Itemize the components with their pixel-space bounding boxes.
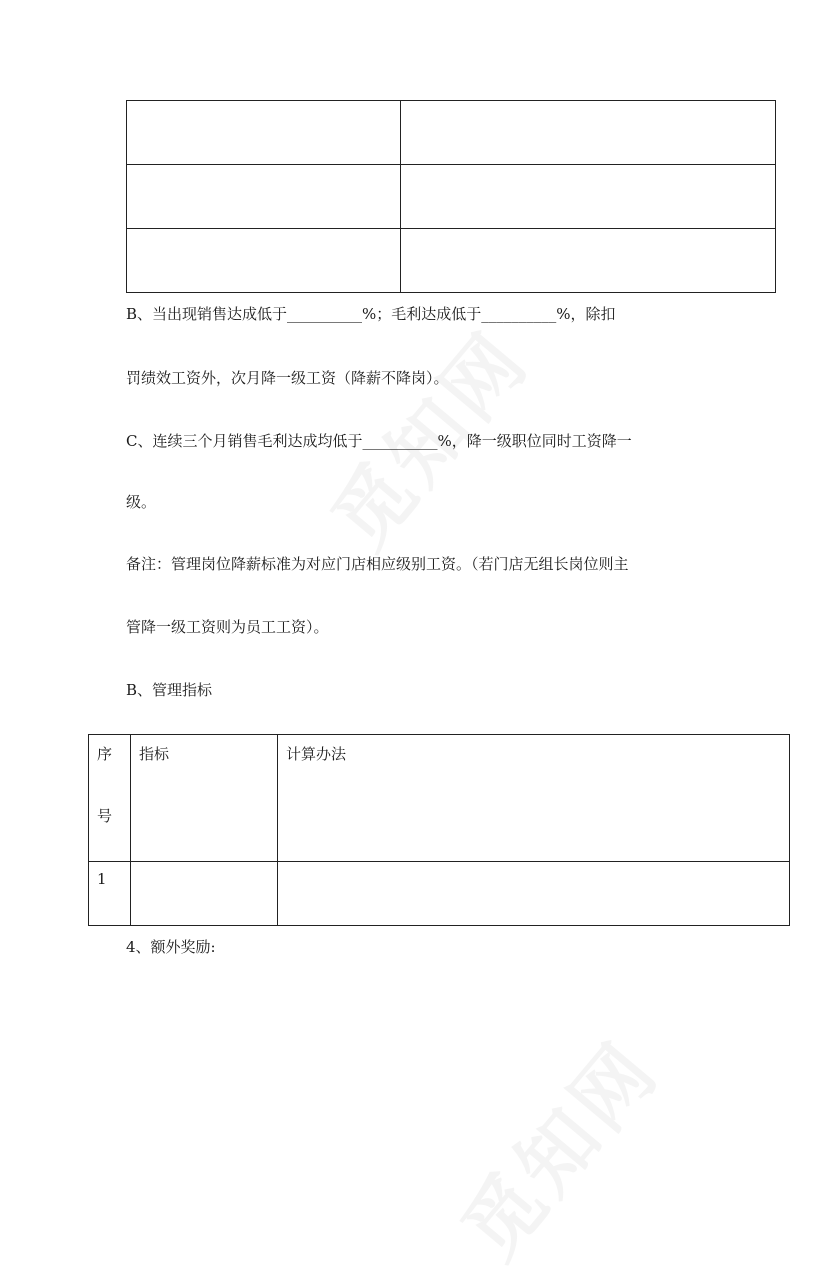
table-cell bbox=[89, 862, 131, 926]
header-cell-indicator bbox=[131, 735, 278, 862]
row-method bbox=[278, 862, 789, 870]
paragraph-b-line1: B、当出现销售达成低于__________%；毛利达成低于__________%，除扣 bbox=[126, 305, 616, 323]
table-cell bbox=[127, 229, 401, 293]
header-cell-method bbox=[278, 735, 790, 862]
paragraph-c-line1: C、连续三个月销售毛利达成均低于__________%，降一级职位同时工资降一 bbox=[126, 432, 632, 450]
header-indicator-label: 指标 bbox=[139, 745, 170, 763]
note-line1: 备注：管理岗位降薪标准为对应门店相应级别工资。（若门店无组长岗位则主 bbox=[126, 555, 629, 573]
table-cell bbox=[127, 165, 401, 229]
table-row bbox=[127, 165, 776, 229]
header-cell-seq bbox=[89, 735, 131, 862]
table-cell bbox=[127, 101, 401, 165]
table-cell bbox=[401, 229, 776, 293]
section-heading-extra-reward: 4、额外奖励: bbox=[126, 938, 216, 956]
management-indicators-table bbox=[88, 734, 790, 926]
section-heading-management: B、管理指标 bbox=[126, 681, 213, 699]
row-indicator bbox=[131, 862, 277, 870]
top-empty-table bbox=[126, 100, 776, 293]
table-row bbox=[127, 229, 776, 293]
paragraph-b-line2: 罚绩效工资外，次月降一级工资（降薪不降岗）。 bbox=[126, 369, 449, 387]
note-line2: 管降一级工资则为员工工资）。 bbox=[126, 618, 329, 636]
watermark bbox=[432, 1013, 680, 1278]
table-cell bbox=[131, 862, 278, 926]
table-cell bbox=[278, 862, 790, 926]
table-row bbox=[89, 862, 790, 926]
table-cell bbox=[401, 101, 776, 165]
paragraph-c-line2: 级。 bbox=[126, 493, 157, 511]
header-seq-label: 序号 bbox=[97, 745, 113, 825]
row-seq: 1 bbox=[97, 870, 107, 888]
table-header-row bbox=[89, 735, 790, 862]
table-cell bbox=[401, 165, 776, 229]
header-method-label: 计算办法 bbox=[286, 745, 347, 763]
table-row bbox=[127, 101, 776, 165]
